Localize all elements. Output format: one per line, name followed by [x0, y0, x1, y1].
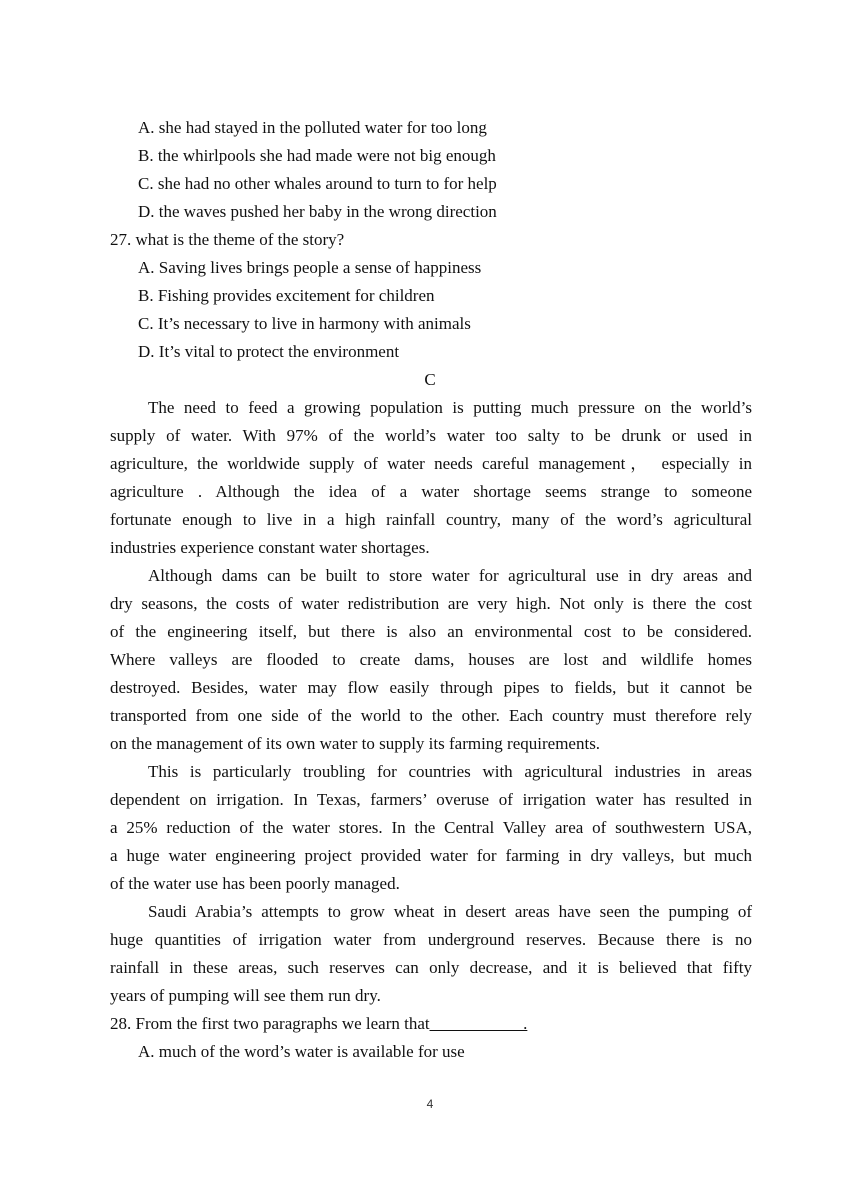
- q28-answer-blank: ___________.: [429, 1014, 528, 1033]
- q26-option-c: C. she had no other whales around to turn to for help: [138, 174, 497, 193]
- q27-question: 27. what is the theme of the story?: [110, 230, 345, 249]
- p1-line-3: agriculture, the worldwide supply of water needs careful management， especially in: [110, 454, 752, 473]
- p2-line-4: Where valleys are flooded to create dams, houses are lost and wildlife homes: [110, 650, 752, 669]
- p2-line-3: of the engineering itself, but there is also an environmental cost to be considered.: [110, 622, 752, 641]
- p2-line-6: transported from one side of the world to the other. Each country must therefore rely: [110, 706, 752, 725]
- p3-line-4: a huge water engineering project provided water for farming in dry valleys, but much: [110, 846, 752, 865]
- p1-line-6: industries experience constant water shortages.: [110, 538, 430, 557]
- q26-option-d: D. the waves pushed her baby in the wrong direction: [138, 202, 497, 221]
- p3-line-2: dependent on irrigation. In Texas, farmers’ overuse of irrigation water has resulted in: [110, 790, 752, 809]
- q28-question: 28. From the first two paragraphs we learn that: [110, 1014, 430, 1033]
- p4-line-3: rainfall in these areas, such reserves can only decrease, and it is believed that fifty: [110, 958, 752, 977]
- q27-option-b: B. Fishing provides excitement for children: [138, 286, 435, 305]
- p1-line-1: The need to feed a growing population is putting much pressure on the world’s: [148, 398, 752, 417]
- p2-line-1: Although dams can be built to store water for agricultural use in dry areas and: [148, 566, 752, 585]
- q27-option-a: A. Saving lives brings people a sense of happiness: [138, 258, 482, 277]
- q27-option-c: C. It’s necessary to live in harmony with animals: [138, 314, 471, 333]
- p3-line-5: of the water use has been poorly managed.: [110, 874, 400, 893]
- q28-option-a: A. much of the word’s water is available for use: [138, 1042, 465, 1061]
- q27-option-d: D. It’s vital to protect the environment: [138, 342, 400, 361]
- q26-option-a: A. she had stayed in the polluted water for too long: [138, 118, 487, 137]
- p1-line-2: supply of water. With 97% of the world’s water too salty to be drunk or used in: [110, 426, 752, 445]
- p2-line-7: on the management of its own water to supply its farming requirements.: [110, 734, 601, 753]
- p4-line-2: huge quantities of irrigation water from underground reserves. Because there is no: [110, 930, 752, 949]
- p3-line-3: a 25% reduction of the water stores. In the Central Valley area of southwestern USA,: [110, 818, 752, 837]
- p1-line-5: fortunate enough to live in a high rainfall country, many of the word’s agricultural: [110, 510, 752, 529]
- p4-line-4: years of pumping will see them run dry.: [110, 986, 381, 1005]
- q28-question-line: [110, 1010, 752, 1038]
- p2-line-2: dry seasons, the costs of water redistribution are very high. Not only is there the cost: [110, 594, 752, 613]
- p1-line-4: agriculture . Although the idea of a water shortage seems strange to someone: [110, 482, 752, 501]
- section-heading: C: [424, 370, 436, 389]
- p2-line-5: destroyed. Besides, water may flow easily through pipes to fields, but it cannot be: [110, 678, 752, 697]
- p4-line-1: Saudi Arabia’s attempts to grow wheat in desert areas have seen the pumping of: [148, 902, 752, 921]
- p3-line-1: This is particularly troubling for countries with agricultural industries in areas: [148, 762, 752, 781]
- page-number: 4: [426, 1097, 434, 1111]
- q26-option-b: B. the whirlpools she had made were not big enough: [138, 146, 496, 165]
